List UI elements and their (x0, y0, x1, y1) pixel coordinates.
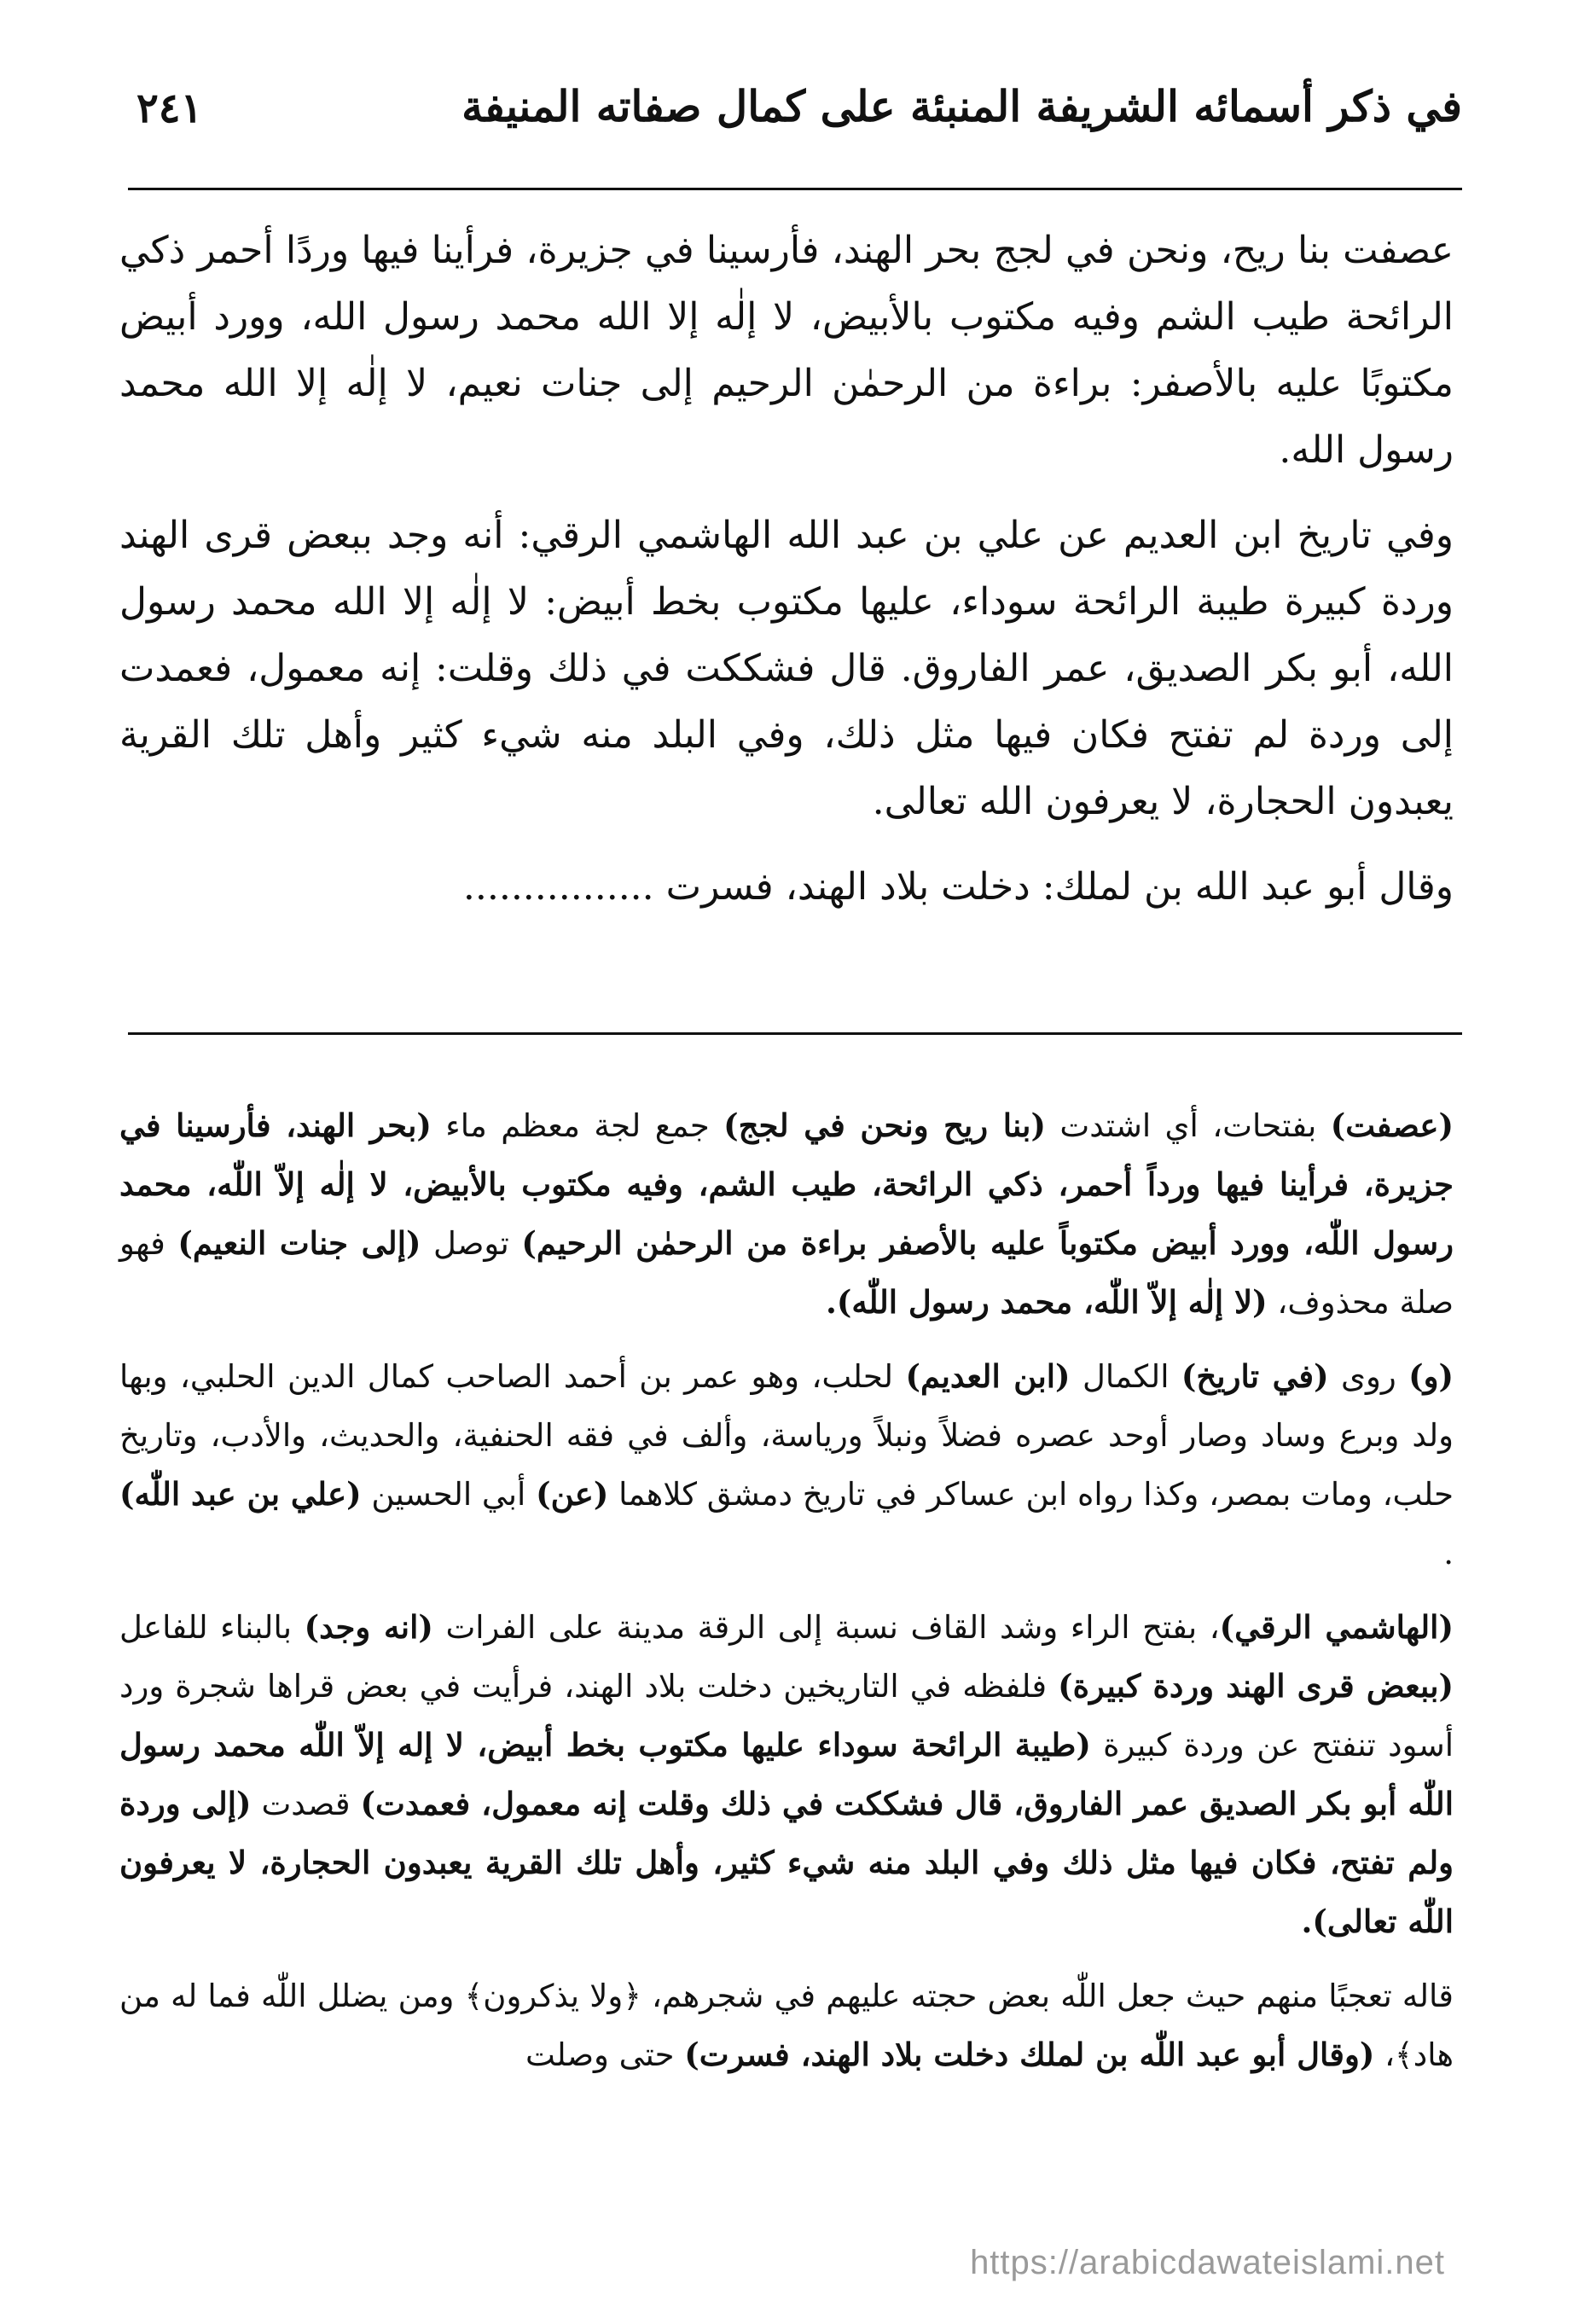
running-title: في ذكر أسمائه الشريفة المنبئة على كمال صفاته المنيفة (461, 81, 1462, 131)
main-paragraph: وفي تاريخ ابن العديم عن علي بن عبد الله الهاشمي الرقي: أنه وجد ببعض قرى الهند وردة كبيرة طيبة الرائحة سوداء، عليها مكتوب بخط أبيض: لا إلٰه إلا الله محمد رسول الله، أبو بكر الصديق، عمر الفاروق. قال فشككت في ذلك وقلت: إنه معمول، فعمدت إلى وردة لم تفتح فكان فيها مثل ذلك، وفي البلد منه شيء كثير وأهل تلك القرية يعبدون الحجارة، لا يعرفون الله تعالى. (119, 514, 1454, 823)
commentary-text-run: قاله تعجبًا منهم حيث جعل اللّٰه بعض حجته عليهم في شجرهم، ﴿ولا يذكرون﴾ ومن يضلل اللّٰه فما له من هاد﴾، (119, 1978, 1454, 2073)
commentary-text-run: حتى وصلت (525, 2036, 685, 2073)
commentary-text-run: لحلب، وهو عمر بن أحمد الصاحب كمال الدين الحلبي، وبها ولد وبرع وساد وصار أوحد عصره فضلاً ونبلاً ورياسة، وألف في فقه الحنفية، والحديث، والأدب، وتاريخ حلب، ومات بمصر، وكذا رواه ابن عساكر في تاريخ دمشق كلاهما (119, 1358, 1454, 1513)
quoted-matn-text: (انه وجد) (304, 1608, 433, 1646)
quoted-matn-text: (بنا ريح ونحن في لجج) (723, 1107, 1046, 1144)
commentary-text-run: الكمال (1070, 1358, 1181, 1395)
commentary-text-run: فهو صلة محذوف، (119, 1225, 1454, 1321)
commentary-text-run: بفتحات، أي اشتدت (1045, 1107, 1331, 1144)
source-watermark: https://arabicdawateislami.net (970, 2244, 1445, 2281)
commentary-text-run: بالبناء للفاعل (119, 1609, 305, 1646)
ellipsis-dots: ................ (462, 865, 654, 909)
commentary-paragraph (119, 1096, 1454, 1332)
quoted-matn-text: (طيبة الرائحة سوداء عليها مكتوب بخط أبيض، لا إله إلاّ اللّٰه محمد رسول اللّٰه أبو بكر الصديق عمر الفاروق، قال فشككت في ذلك وقلت إنه معمول، فعمدت) (119, 1726, 1454, 1822)
commentary-text-run: أبي الحسين (361, 1476, 537, 1513)
main-paragraph: عصفت بنا ريح، ونحن في لجج بحر الهند، فأرسينا في جزيرة، فرأينا فيها وردًا أحمر ذكي الرائحة طيب الشم وفيه مكتوب بالأبيض، لا إلٰه إلا الله محمد رسول الله، وورد أبيض مكتوبًا عليه بالأصفر: براءة من الرحمٰن الرحيم إلى جنات نعيم، لا إلٰه إلا الله محمد رسول الله. (119, 229, 1454, 472)
main-text (119, 218, 1454, 921)
commentary-text-run: فلفظه في التاريخين دخلت بلاد الهند، فرأيت في بعض قراها شجرة ورد أسود تنفتح عن وردة كبيرة (119, 1668, 1454, 1763)
commentary-text-run: جمع لجة معظم ماء (431, 1107, 724, 1144)
commentary-text-run: توصل (421, 1225, 522, 1262)
quoted-matn-text: (بحر الهند، فأرسينا في جزيرة، فرأينا فيها ورداً أحمر، ذكي الرائحة، طيب الشم، وفيه مكتوب بالأبيض، لا إلٰه إلاّ اللّٰه، محمد رسول اللّٰه، وورد أبيض مكتوباً عليه بالأصفر براءة من الرحمٰن الرحيم) (119, 1107, 1454, 1262)
main-last-line-text: وقال أبو عبد الله بن لملك: دخلت بلاد الهند، فسرت (665, 865, 1454, 909)
commentary-text-run: روى (1328, 1358, 1409, 1395)
commentary-text-run: قصدت (251, 1786, 361, 1822)
commentary-paragraph (119, 1967, 1454, 2084)
commentary-paragraph (119, 1347, 1454, 1583)
quoted-matn-text: (إلى جنات النعيم) (177, 1224, 421, 1262)
quoted-matn-text: (ابن العديم) (905, 1357, 1071, 1395)
quoted-matn-text: (في تاريخ) (1181, 1357, 1329, 1395)
quoted-matn-text: (و) (1408, 1357, 1454, 1395)
page-number: ٢٤١ (136, 84, 203, 132)
separator-rule (128, 1032, 1462, 1035)
page-header (128, 81, 1462, 183)
quoted-matn-text: (عن) (536, 1475, 609, 1513)
quoted-matn-text: (ببعض قرى الهند وردة كبيرة) (1058, 1667, 1454, 1705)
commentary-text (119, 1096, 1454, 2100)
main-continuation-line (119, 854, 1454, 921)
quoted-matn-text: (إلى وردة ولم تفتح، فكان فيها مثل ذلك وفي البلد منه شيء كثير، وأهل تلك القرية يعبدون الحجارة، لا يعرفون اللّٰه تعالى). (119, 1785, 1454, 1940)
commentary-paragraph (119, 1598, 1454, 1951)
quoted-matn-text: (علي بن عبد اللّٰه) (119, 1475, 362, 1513)
header-rule (128, 188, 1462, 190)
commentary-text-run: ، بفتح الراء وشد القاف نسبة إلى الرقة مدينة على الفرات (432, 1609, 1220, 1646)
quoted-matn-text: (لا إلٰه إلاّ اللّٰه، محمد رسول اللّٰه). (826, 1283, 1268, 1321)
commentary-text-run: . (1443, 1535, 1454, 1572)
quoted-matn-text: (عصفت) (1330, 1107, 1454, 1144)
quoted-matn-text: (وقال أبو عبد اللّٰه بن لملك دخلت بلاد الهند، فسرت) (684, 2036, 1375, 2073)
quoted-matn-text: (الهاشمي الرقي) (1219, 1608, 1454, 1646)
